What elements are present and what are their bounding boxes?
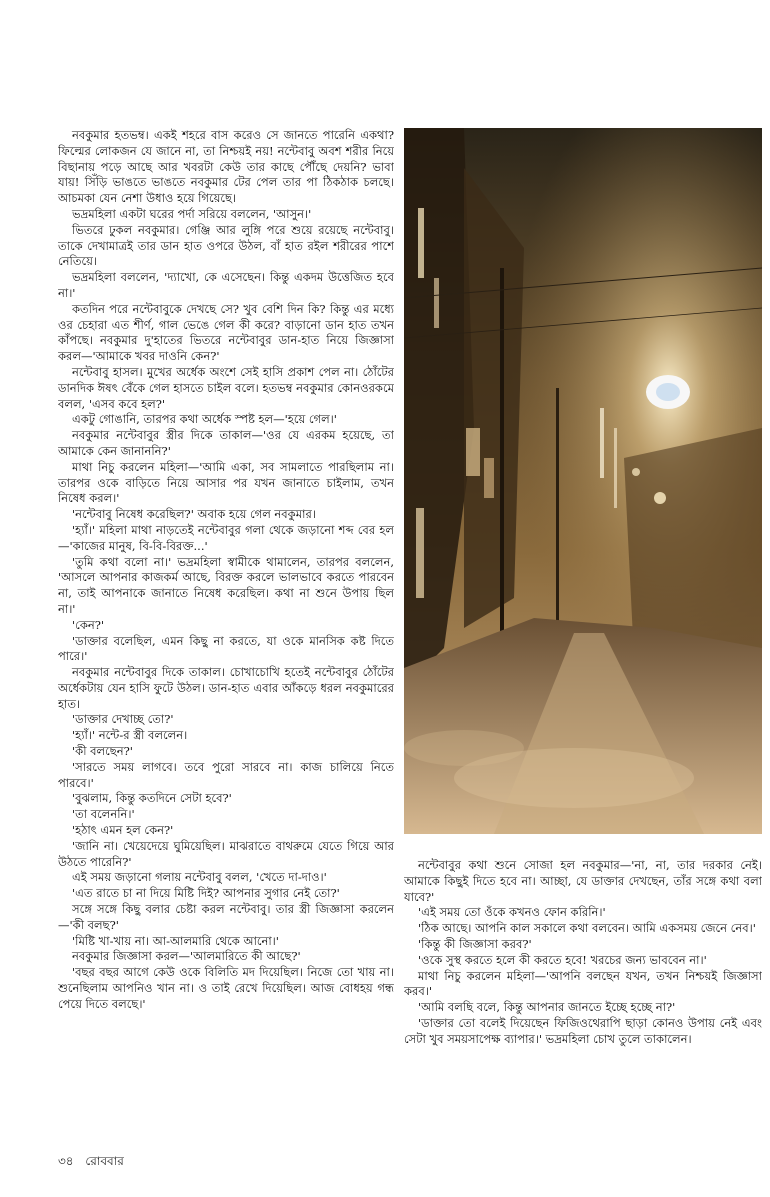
page-footer	[58, 1153, 132, 1173]
paragraph: 'কিন্তু কী জিজ্ঞাসা করব?'	[418, 936, 532, 951]
paragraph: সঙ্গে সঙ্গে কিছু বলার চেষ্টা করল নন্টেবাবু। তার স্ত্রী জিজ্ঞাসা করলেন—'কী বলছ?'	[58, 902, 394, 932]
paragraph: ভদ্রমহিলা বললেন, 'দ্যাখো, কে এসেছেন। কিন্তু একদম উত্তেজিত হবে না।'	[58, 270, 394, 300]
paragraph: 'তুমি কথা বলো না।' ভদ্রমহিলা স্বামীকে থামালেন, তারপর বললেন, 'আসলে আপনার কাজকর্ম আছে, বিরক্ত করলে ভালভাবে করতে পারবেন না, তাই আপনাকে জানাতে নিষেধ করেছিল। কথা না শুনে উপায় ছিল না।'	[58, 554, 394, 616]
paragraph: 'নন্টেবাবু নিষেধ করেছিল?' অবাক হয়ে গেল নবকুমার।	[72, 507, 316, 522]
paragraph: মাথা নিচু করলেন মহিলা—'আপনি বলছেন যখন, তখন নিশ্চয়ই জিজ্ঞাসা করব।'	[404, 968, 762, 999]
paragraph: 'এত রাতে চা না দিয়ে মিষ্টি দিই? আপনার সুগার নেই তো?'	[72, 886, 340, 901]
paragraph: 'ডাক্তার বলেছিল, এমন কিছু না করতে, যা ওকে মানসিক কষ্ট দিতে পারে।'	[58, 633, 394, 664]
street-painting-image	[404, 128, 762, 834]
paragraph: 'হ্যাঁ।' নন্টে-র স্ত্রী বললেন।	[72, 728, 188, 743]
paragraph: 'কেন?'	[72, 617, 105, 632]
paragraph: 'ডাক্তার দেখাচ্ছ তো?'	[72, 712, 174, 727]
page-number: ৩৪	[58, 1154, 74, 1168]
paragraph: 'বছর বছর আগে কেউ ওকে বিলিতি মদ দিয়েছিল। নিজে তো খায় না। শুনেছিলাম আপনিও খান না। ও তাই রেখে দিয়েছিল। আজ বোধহয় গন্ধ পেয়ে দিতে বলছে।'	[58, 965, 394, 1011]
paragraph: নবকুমার নন্টেবাবুর স্ত্রীর দিকে তাকাল—'ওর যে এরকম হয়েছে, তা আমাকে কেন জানাননি?'	[58, 428, 394, 458]
paragraph: 'এই সময় তো ওঁকে কখনও ফোন করিনি।'	[418, 905, 606, 920]
paragraph: এই সময় জড়ানো গলায় নন্টেবাবু বলল, 'খেতে দা-দাও।'	[72, 870, 327, 885]
paragraph: ভিতরে ঢুকল নবকুমার। গেঞ্জি আর লুঙ্গি পরে শুয়ে রয়েছে নন্টেবাবু। তাকে দেখামাত্রই তার ডান হাত ওপরে উঠল, বাঁ হাত রইল শরীরের পাশে নেতিয়ে।	[58, 222, 394, 269]
story-text-right-column	[404, 858, 762, 1128]
paragraph: নবকুমার নন্টেবাবুর দিকে তাকাল। চোখাচোখি হতেই নন্টেবাবুর ঠোঁটের অর্ধেকটায় যেন হাসি ফুটে উঠল। ডান-হাত এবার আঁকড়ে ধরল নবকুমারের হাত।	[58, 665, 394, 711]
paragraph: মাথা নিচু করলেন মহিলা—'আমি একা, সব সামলাতে পারছিলাম না। তারপর ওকে বাড়িতে নিয়ে আসার পর যখন জানাতে চাইলাম, তখন নিষেধ করল।'	[58, 459, 394, 506]
paragraph: 'কী বলছেন?'	[72, 744, 133, 759]
paragraph: কতদিন পরে নন্টেবাবুকে দেখছে সে? খুব বেশি দিন কি? কিন্তু এর মধ্যে ওর চেহারা এত শীর্ণ, গাল ভেঙে গেল কী করে? বাড়ানো ডান হাত তখন কাঁপছে। নবকুমার দু'হাতের ভিতরে নন্টেবাবুর ডান-হাত নিয়ে জিজ্ঞাসা করল—'আমাকে খবর দাওনি কেন?'	[58, 301, 394, 364]
paragraph: নন্টেবাবুর কথা শুনে সোজা হল নবকুমার—'না, না, তার দরকার নেই। আমাকে কিছুই দিতে হবে না। আচ্ছা, যে ডাক্তার দেখছেন, তাঁর সঙ্গে কথা বলা যাবে?'	[404, 858, 762, 904]
paragraph: 'ডাক্তার তো বলেই দিয়েছেন ফিজিওথেরাপি ছাড়া কোনও উপায় নেই এবং সেটা খুব সময়সাপেক্ষ ব্যাপার।' ভদ্রমহিলা চোখ তুলে তাকালেন।	[404, 1015, 762, 1046]
paragraph: নন্টেবাবু হাসল। মুখের অর্ধেক অংশে সেই হাসি প্রকাশ পেল না। ঠোঁটের ডানদিক ঈষৎ বেঁকে গেল হাসতে চাইল বলে। হতভম্ব নবকুমার কোনওরকমে বলল, 'এসব কবে হল?'	[58, 364, 394, 411]
paragraph: 'হ্যাঁ।' মহিলা মাথা নাড়তেই নন্টেবাবুর গলা থেকে জড়ানো শব্দ বের হল—'কাজের মানুষ, বি-বি-বিরক্ত...'	[58, 522, 394, 553]
paragraph: 'সারতে সময় লাগবে। তবে পুরো সারবে না। কাজ চালিয়ে নিতে পারবে।'	[58, 759, 394, 790]
paragraph: 'বুঝলাম, কিন্তু কতদিনে সেটা হবে?'	[72, 791, 232, 806]
paragraph: 'আমি বলছি বলে, কিন্তু আপনার জানতে ইচ্ছে হচ্ছে না?'	[418, 1000, 676, 1015]
night-street-illustration	[404, 128, 762, 834]
story-text-left-column	[58, 128, 394, 1118]
paragraph: একটু গোঙানি, তারপর কথা অর্ধেক স্পষ্ট হল—'হয়ে গেল।'	[72, 412, 337, 427]
paragraph: নবকুমার হতভম্ব। একই শহরে বাস করেও সে জানতে পারেনি একথা? ফিল্মের লোকজন যে জানে না, তা নিশ্চয়ই নয়! নন্টেবাবু অবশ শরীর নিয়ে বিছানায় পড়ে আছে আর খবরটা কেউ তার কাছে পৌঁছে দেয়নি? ভাবা যায়! সিঁড়ি ভাঙতে ভাঙতে নবকুমার টের পেল তার পা ঠিকঠাক চলছে। আচমকা যেন নেশা উধাও হয়ে গিয়েছে।	[58, 128, 394, 206]
paragraph: 'হঠাৎ এমন হল কেন?'	[72, 823, 174, 838]
paragraph: নবকুমার জিজ্ঞাসা করল—'আলমারিতে কী আছে?'	[72, 949, 301, 964]
paragraph: 'ওকে সুস্থ করতে হলে কী করতে হবে! খরচের জন্য ভাববেন না।'	[418, 952, 707, 967]
paragraph: 'ঠিক আছে। আপনি কাল সকালে কথা বলবেন। আমি একসময় জেনে নেব।'	[418, 921, 756, 936]
paragraph: 'মিষ্টি খা-খায় না। আ-আলমারি থেকে আনো।'	[72, 933, 279, 948]
paragraph: 'তা বলেননি।'	[72, 807, 135, 822]
paragraph: ভদ্রমহিলা একটা ঘরের পর্দা সরিয়ে বললেন, 'আসুন।'	[72, 206, 312, 221]
publication-name: রোববার	[85, 1154, 124, 1168]
paragraph: 'জানি না। খেয়েদেয়ে ঘুমিয়েছিল। মাঝরাতে বাথরুমে যেতে গিয়ে আর উঠতে পারেনি?'	[58, 838, 394, 869]
